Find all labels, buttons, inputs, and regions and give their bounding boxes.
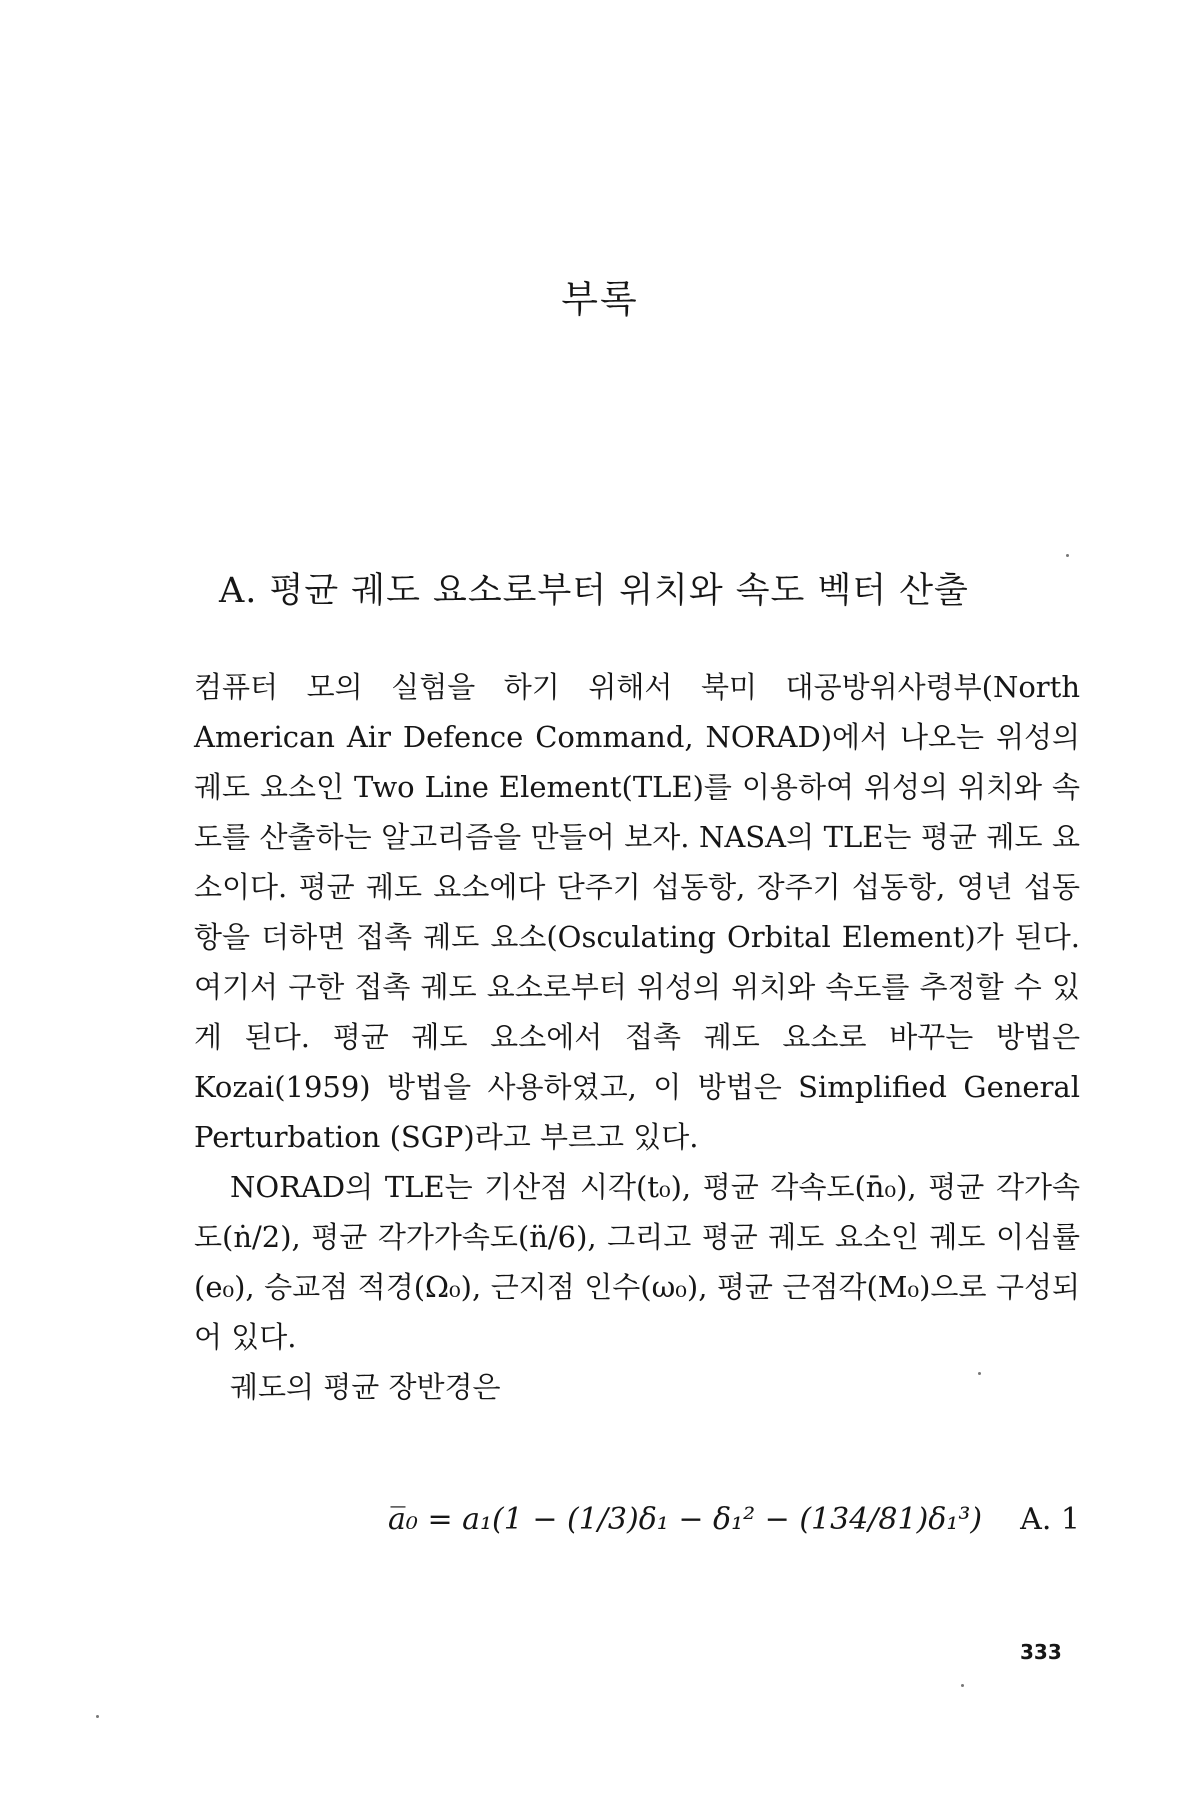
paragraph-tle-intro: 컴퓨터 모의 실험을 하기 위해서 북미 대공방위사령부(North American Air Defence Command, NORAD)에서 나오는 위성의 궤도 요소인 Two Line Element(TLE)를 이용하여 위성의 위치와 속도를 산출하는 알고리즘을 만들어 보자. NASA의 TLE는 평균 궤도 요소이다. 평균 궤도 요소에다 단주기 섭동항, 장주기 섭동항, 영년 섭동항을 더하면 접촉 궤도 요소(Osculating Orbital Element)가 된다. 여기서 구한 접촉 궤도 요소로부터 위성의 위치와 속도를 추정할 수 있게 된다. 평균 궤도 요소에서 접촉 궤도 요소로 바꾸는 방법은 Kozai(1959) 방법을 사용하였고, 이 방법은 Simplified General Perturbation (SGP)라고 부르고 있다.	[194, 670, 1080, 1154]
equation-a1: a̅₀ = a₁(1 − (1/3)δ₁ − δ₁² − (134/81)δ₁³)	[388, 1502, 983, 1537]
appendix-title: 부록	[561, 277, 639, 321]
scan-speck	[961, 1684, 964, 1687]
page-number: 333	[1020, 1640, 1062, 1664]
equation-row	[194, 1488, 1080, 1568]
paragraph-semimajor-axis: 궤도의 평균 장반경은	[230, 1370, 501, 1404]
scan-speck	[978, 1372, 981, 1375]
body-text	[194, 662, 1080, 1412]
paragraph-tle-contents: NORAD의 TLE는 기산점 시각(t₀), 평균 각속도(n̄₀), 평균 각가속도(ṅ/2), 평균 각가가속도(n̈/6), 그리고 평균 궤도 요소인 궤도 이심률(e₀), 승교점 적경(Ω₀), 근지점 인수(ω₀), 평균 근점각(M₀)으로 구성되어 있다.	[194, 1170, 1080, 1354]
equation-number: A. 1	[1020, 1502, 1080, 1537]
section-heading: A. 평균 궤도 요소로부터 위치와 속도 벡터 산출	[219, 571, 969, 611]
scan-speck	[1066, 554, 1069, 557]
scan-speck	[96, 1715, 99, 1718]
